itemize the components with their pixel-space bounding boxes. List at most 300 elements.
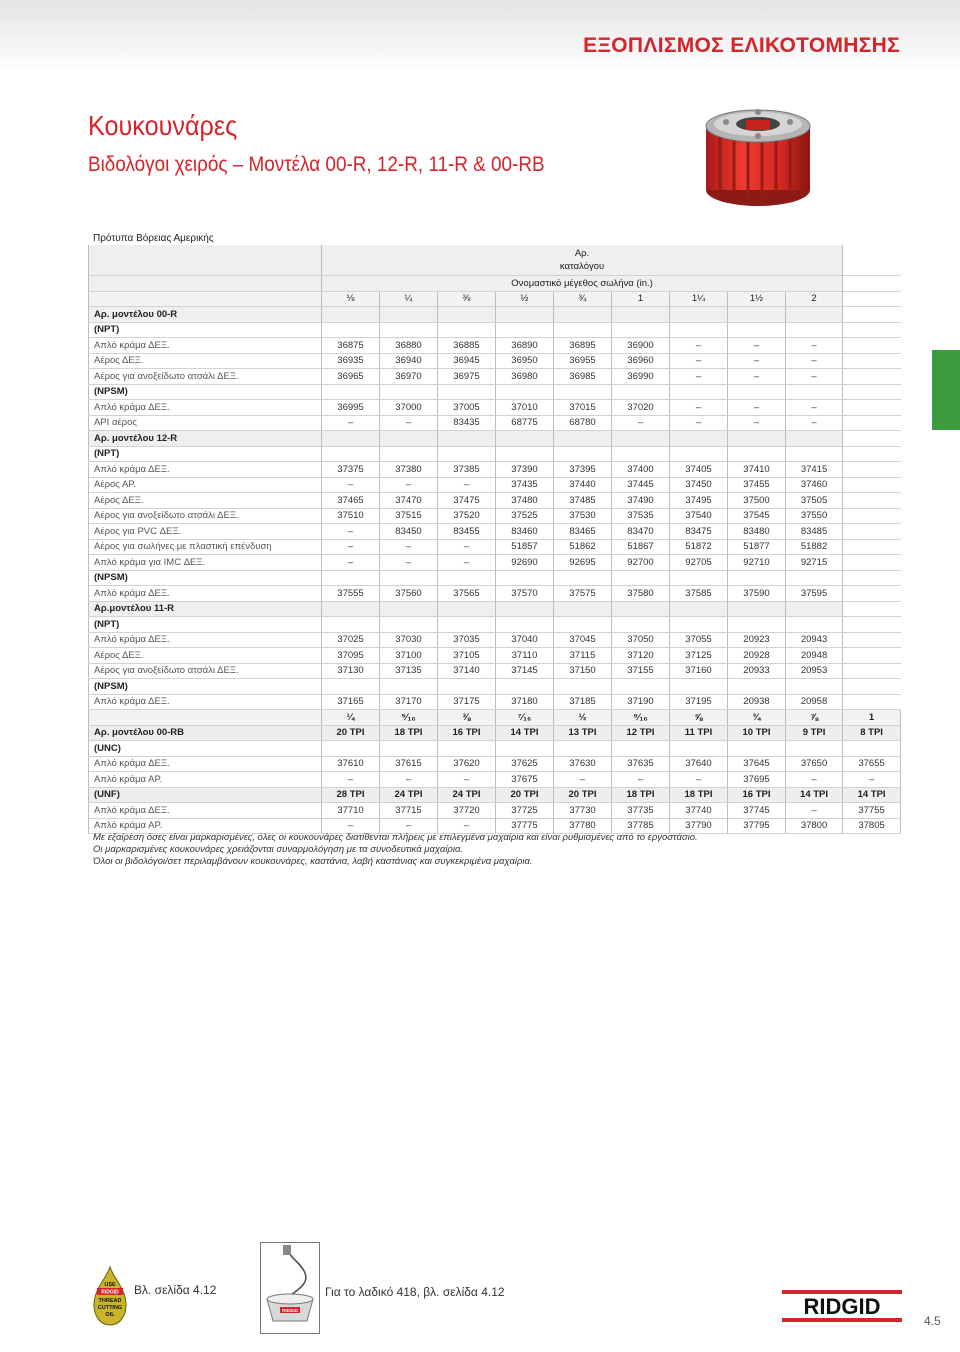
blank-right (843, 338, 901, 354)
row-label: Απλό κράμα ΔΕΞ. (89, 756, 322, 772)
empty-cell (554, 679, 612, 695)
empty-cell (670, 307, 728, 323)
catalog-number: 37410 (728, 462, 786, 478)
catalog-number: 37380 (380, 462, 438, 478)
catalog-number: 36955 (554, 353, 612, 369)
pipe-size: ⅛ (322, 291, 380, 307)
catalog-number: 37470 (380, 493, 438, 509)
catalog-number: 37725 (496, 803, 554, 819)
catalog-number: 37745 (728, 803, 786, 819)
table-row (89, 586, 901, 602)
table-row (89, 508, 901, 524)
header-blank-right (843, 245, 901, 276)
catalog-number: – (322, 818, 380, 834)
catalog-number: 36940 (380, 353, 438, 369)
table-row (89, 772, 901, 788)
catalog-number: 37570 (496, 586, 554, 602)
empty-cell (612, 446, 670, 462)
catalog-number: 37590 (728, 586, 786, 602)
row-label: (NPT) (89, 322, 322, 338)
catalog-number: 92700 (612, 555, 670, 571)
catalog-number: 83480 (728, 524, 786, 540)
table-row (89, 493, 901, 509)
catalog-number: 37195 (670, 694, 728, 710)
catalog-number: 37610 (322, 756, 380, 772)
empty-cell (380, 446, 438, 462)
page-subtitle: Βιδολόγοι χειρός – Μοντέλα 00-R, 12-R, 11-R & 00-RB (88, 153, 545, 176)
catalog-number: – (438, 477, 496, 493)
logo-text: RIDGID (803, 1294, 881, 1319)
catalog-number: 92705 (670, 555, 728, 571)
bolt-size-row (89, 710, 901, 726)
row-label: (NPSM) (89, 679, 322, 695)
oil-can-text-4: CUTTING (97, 1305, 123, 1311)
empty-cell (380, 322, 438, 338)
catalog-number: 20933 (728, 663, 786, 679)
catalog-number: 37455 (728, 477, 786, 493)
blank-right (843, 679, 901, 695)
oil-can-text-1: USE (104, 1282, 116, 1288)
catalog-number: – (612, 772, 670, 788)
thread-type-row (89, 741, 901, 757)
catalog-number: 37655 (843, 756, 901, 772)
catalog-number: 37555 (322, 586, 380, 602)
catalog-number: – (728, 369, 786, 385)
empty-cell (786, 617, 843, 633)
catalog-number: 37160 (670, 663, 728, 679)
catalog-number: 36895 (554, 338, 612, 354)
blank-right (843, 524, 901, 540)
catalog-number: 37645 (728, 756, 786, 772)
bolt-size: ⁹⁄₁₆ (612, 710, 670, 726)
tpi-row (89, 725, 901, 741)
bolt-size: ⅝ (670, 710, 728, 726)
table-row (89, 632, 901, 648)
catalog-number: 37625 (496, 756, 554, 772)
catalog-number: 37495 (670, 493, 728, 509)
empty-cell (554, 570, 612, 586)
catalog-number: 92710 (728, 555, 786, 571)
empty-cell (322, 446, 380, 462)
empty-cell (496, 307, 554, 323)
oil-can-icon (88, 1265, 132, 1327)
catalog-number: 37415 (786, 462, 843, 478)
table-row (89, 524, 901, 540)
catalog-number: – (322, 415, 380, 431)
thread-type-row (89, 570, 901, 586)
catalog-number: 37010 (496, 400, 554, 416)
catalog-number: 83460 (496, 524, 554, 540)
model-group-row (89, 431, 901, 447)
catalog-number: 37800 (786, 818, 843, 834)
bolt-size: ⁵⁄₁₆ (380, 710, 438, 726)
catalog-number: 36990 (612, 369, 670, 385)
blank-right (843, 307, 901, 323)
empty-cell (728, 679, 786, 695)
empty-cell (612, 617, 670, 633)
standards-label: Πρότυπα Βόρειας Αμερικής (93, 233, 214, 244)
empty-cell (438, 431, 496, 447)
empty-cell (438, 570, 496, 586)
empty-cell (322, 384, 380, 400)
catalog-number: 37400 (612, 462, 670, 478)
catalog-number: 37035 (438, 632, 496, 648)
catalog-number: 68775 (496, 415, 554, 431)
catalog-number: 37755 (843, 803, 901, 819)
catalog-number: 37120 (612, 648, 670, 664)
tpi-value: 24 TPI (438, 787, 496, 803)
row-label: Αέρος για σωλήνες με πλαστική επένδυση (89, 539, 322, 555)
row-label: Απλό κράμα για IMC ΔΕΞ. (89, 555, 322, 571)
row-label: Απλό κράμα ΑΡ. (89, 818, 322, 834)
table-row (89, 462, 901, 478)
catalog-number: – (380, 818, 438, 834)
bolt-size: ½ (554, 710, 612, 726)
catalog-number: 37005 (438, 400, 496, 416)
catalog-number: 37490 (612, 493, 670, 509)
catalog-number: 37485 (554, 493, 612, 509)
empty-cell (670, 570, 728, 586)
catalog-number: 37790 (670, 818, 728, 834)
catalog-number: 37015 (554, 400, 612, 416)
table-row (89, 555, 901, 571)
oil-can-text-2: RIDGID (101, 1289, 119, 1296)
row-label: (NPT) (89, 446, 322, 462)
catalog-number: 36945 (438, 353, 496, 369)
catalog-number: 37515 (380, 508, 438, 524)
empty-cell (728, 741, 786, 757)
catalog-number: 20948 (786, 648, 843, 664)
bolt-size: ⅜ (438, 710, 496, 726)
blank-right (843, 663, 901, 679)
empty-cell (670, 617, 728, 633)
catalog-number: 37150 (554, 663, 612, 679)
page-title: Κουκουνάρες (88, 110, 238, 141)
empty-cell (554, 307, 612, 323)
catalog-number: – (786, 338, 843, 354)
catalog-number: 37535 (612, 508, 670, 524)
row-label: Απλό κράμα ΔΕΞ. (89, 694, 322, 710)
footnote-1: Με εξαίρεση όσες είναι μαρκαρισμένες, όλες οι κουκουνάρες διατίθενται πλήρεις με επιλεγμένα μαχαίρια και είναι ρυθμισμένες από το εργοστάσιο. (93, 832, 698, 843)
catalog-number: 20953 (786, 663, 843, 679)
catalog-number: 37040 (496, 632, 554, 648)
row-label: Απλό κράμα ΔΕΞ. (89, 586, 322, 602)
catalog-number: – (728, 415, 786, 431)
tpi-value: 11 TPI (670, 725, 728, 741)
empty-cell (554, 322, 612, 338)
catalog-number: 37175 (438, 694, 496, 710)
blank-right (843, 353, 901, 369)
catalog-number: – (438, 818, 496, 834)
table-row (89, 803, 901, 819)
catalog-number: – (670, 369, 728, 385)
catalog-number: 37475 (438, 493, 496, 509)
catalog-number: 37480 (496, 493, 554, 509)
empty-cell (438, 446, 496, 462)
model-group-row (89, 307, 901, 323)
tpi-row (89, 787, 901, 803)
header-blank-right (843, 276, 901, 292)
table-row (89, 663, 901, 679)
catalog-number: 92690 (496, 555, 554, 571)
catalog-number: 37155 (612, 663, 670, 679)
empty-cell (728, 307, 786, 323)
catalog-number: 37780 (554, 818, 612, 834)
catalog-number: 37180 (496, 694, 554, 710)
empty-cell (670, 322, 728, 338)
catalog-number: 36935 (322, 353, 380, 369)
catalog-number: 37805 (843, 818, 901, 834)
catalog-number: 37565 (438, 586, 496, 602)
catalog-number: 37440 (554, 477, 612, 493)
catalog-number: 37540 (670, 508, 728, 524)
table-row (89, 400, 901, 416)
blank-right (843, 322, 901, 338)
catalog-number: 37715 (380, 803, 438, 819)
catalog-number: 37620 (438, 756, 496, 772)
catalog-number: 37405 (670, 462, 728, 478)
table-row (89, 539, 901, 555)
catalog-number: – (786, 353, 843, 369)
bolt-size: ¾ (728, 710, 786, 726)
header-blank (89, 276, 322, 292)
catalog-number: 37635 (612, 756, 670, 772)
blank-right (843, 384, 901, 400)
empty-cell (322, 322, 380, 338)
empty-cell (496, 431, 554, 447)
catalog-number: 37375 (322, 462, 380, 478)
blank-right (843, 462, 901, 478)
catalog-number: – (786, 772, 843, 788)
catalog-number: 37115 (554, 648, 612, 664)
empty-cell (322, 601, 380, 617)
catalog-number: 37145 (496, 663, 554, 679)
catalog-number: – (786, 415, 843, 431)
catalog-number: – (380, 539, 438, 555)
catalog-number: 37710 (322, 803, 380, 819)
catalog-number: 36950 (496, 353, 554, 369)
bolt-size: ¼ (322, 710, 380, 726)
row-label: Αέρος ΔΕΞ. (89, 648, 322, 664)
oil-can-text-5: OIL (105, 1312, 115, 1318)
catalog-number: 37465 (322, 493, 380, 509)
empty-cell (380, 741, 438, 757)
catalog-number: – (380, 772, 438, 788)
oiler-image-box (260, 1242, 320, 1334)
empty-cell (612, 431, 670, 447)
empty-cell (380, 431, 438, 447)
empty-cell (322, 679, 380, 695)
catalog-number: – (786, 369, 843, 385)
empty-cell (322, 617, 380, 633)
empty-cell (670, 446, 728, 462)
empty-cell (786, 307, 843, 323)
pipe-size: ⅜ (438, 291, 496, 307)
catalog-number: 37545 (728, 508, 786, 524)
tpi-value: 14 TPI (786, 787, 843, 803)
catalog-number: 37615 (380, 756, 438, 772)
empty-cell (438, 384, 496, 400)
table-row (89, 477, 901, 493)
catalog-number: – (438, 555, 496, 571)
catalog-number: 37105 (438, 648, 496, 664)
empty-cell (380, 617, 438, 633)
see-page-ref-2: Για το λαδικό 418, βλ. σελίδα 4.12 (325, 1285, 505, 1299)
empty-cell (380, 307, 438, 323)
table-row (89, 756, 901, 772)
tpi-value: 13 TPI (554, 725, 612, 741)
catalog-number: 37135 (380, 663, 438, 679)
row-label: Αέρος για PVC ΔΕΞ. (89, 524, 322, 540)
catalog-number: 51857 (496, 539, 554, 555)
catalog-number: 37045 (554, 632, 612, 648)
page-number: 4.5 (924, 1314, 941, 1328)
catalog-number: 37050 (612, 632, 670, 648)
empty-cell (670, 384, 728, 400)
blank-right (843, 477, 901, 493)
tpi-value: 18 TPI (380, 725, 438, 741)
catalog-number: – (612, 415, 670, 431)
section-tab[interactable] (932, 350, 960, 430)
header-blank (89, 291, 322, 307)
tpi-value: 16 TPI (728, 787, 786, 803)
footnote-2: Οι μαρκαρισμένες κουκουνάρες χρειάζονται συναρμολόγηση με τα συνοδευτικά μαχαίρια. (93, 844, 464, 855)
catalog-number: 37735 (612, 803, 670, 819)
blank-right (843, 369, 901, 385)
tpi-value: 10 TPI (728, 725, 786, 741)
row-label: API αέρος (89, 415, 322, 431)
catalog-number: 20928 (728, 648, 786, 664)
catalog-number: 37460 (786, 477, 843, 493)
catalog-number: – (322, 524, 380, 540)
catalog-number: – (322, 477, 380, 493)
tpi-value: 18 TPI (612, 787, 670, 803)
row-label: Απλό κράμα ΔΕΞ. (89, 632, 322, 648)
header-blank (89, 245, 322, 276)
catalog-number: 37500 (728, 493, 786, 509)
bolt-size-label-blank (89, 710, 322, 726)
catalog-number: 37785 (612, 818, 670, 834)
section-title: ΕΞΟΠΛΙΣΜΟΣ ΕΛΙΚΟΤΟΜΗΣΗΣ (583, 34, 900, 57)
catalog-number: 36985 (554, 369, 612, 385)
empty-cell (438, 617, 496, 633)
catalog-number: 36980 (496, 369, 554, 385)
tpi-value: 8 TPI (843, 725, 901, 741)
catalog-number: 83475 (670, 524, 728, 540)
empty-cell (438, 307, 496, 323)
row-label: Αέρος ΔΕΞ. (89, 353, 322, 369)
pipe-size: ½ (496, 291, 554, 307)
empty-cell (612, 570, 670, 586)
catalog-number: 37560 (380, 586, 438, 602)
catalog-number: 37025 (322, 632, 380, 648)
catalog-number: 37775 (496, 818, 554, 834)
catalog-number: 20958 (786, 694, 843, 710)
catalog-number: – (380, 415, 438, 431)
catalog-number: 37000 (380, 400, 438, 416)
empty-cell (728, 601, 786, 617)
catalog-number: 37100 (380, 648, 438, 664)
empty-cell (496, 601, 554, 617)
blank-right (843, 508, 901, 524)
catalog-number: 36965 (322, 369, 380, 385)
empty-cell (670, 431, 728, 447)
empty-cell (670, 601, 728, 617)
catalog-number: 20943 (786, 632, 843, 648)
empty-cell (380, 570, 438, 586)
catalog-number: 20923 (728, 632, 786, 648)
blank-right (843, 431, 901, 447)
empty-cell (496, 446, 554, 462)
catalog-number: 51882 (786, 539, 843, 555)
empty-cell (786, 431, 843, 447)
catalog-table (88, 245, 901, 834)
table-row (89, 694, 901, 710)
empty-cell (322, 741, 380, 757)
catalog-number: 36960 (612, 353, 670, 369)
catalog-number: 37030 (380, 632, 438, 648)
row-label: Αρ. μοντέλου 00-RB (89, 725, 322, 741)
empty-cell (554, 384, 612, 400)
row-label: Αέρος για ανοξείδωτο ατσάλι ΔΕΞ. (89, 369, 322, 385)
catalog-number: – (786, 803, 843, 819)
catalog-number: 37130 (322, 663, 380, 679)
catalog-number: – (322, 555, 380, 571)
empty-cell (728, 570, 786, 586)
empty-cell (786, 679, 843, 695)
catalog-number: – (670, 353, 728, 369)
catalog-number: 37675 (496, 772, 554, 788)
empty-cell (380, 679, 438, 695)
catalog-number: 37575 (554, 586, 612, 602)
catalog-number: 37185 (554, 694, 612, 710)
empty-cell (612, 741, 670, 757)
empty-cell (728, 431, 786, 447)
catalog-number: 37125 (670, 648, 728, 664)
empty-cell (612, 384, 670, 400)
catalog-number: 51872 (670, 539, 728, 555)
bolt-size: 1 (843, 710, 901, 726)
table-row (89, 415, 901, 431)
oil-can-text-3: THREAD (98, 1298, 122, 1304)
tpi-value: 18 TPI (670, 787, 728, 803)
empty-cell (612, 679, 670, 695)
catalog-number: 83435 (438, 415, 496, 431)
header-catalog-row (89, 245, 901, 276)
catalog-number: 37505 (786, 493, 843, 509)
header-size-label-row (89, 276, 901, 292)
tpi-value: 24 TPI (380, 787, 438, 803)
catalog-number: 37730 (554, 803, 612, 819)
catalog-number: 36875 (322, 338, 380, 354)
ridgid-logo (782, 1290, 902, 1322)
catalog-number: – (438, 772, 496, 788)
catalog-number: – (728, 338, 786, 354)
catalog-number: 37520 (438, 508, 496, 524)
empty-cell (728, 617, 786, 633)
catalog-number: 92695 (554, 555, 612, 571)
catalog-number: 37395 (554, 462, 612, 478)
empty-cell (496, 679, 554, 695)
pipe-size: 1 (612, 291, 670, 307)
row-label: Αέρος για ανοξείδωτο ατσάλι ΔΕΞ. (89, 508, 322, 524)
pipe-size: ¼ (380, 291, 438, 307)
empty-cell (786, 741, 843, 757)
thread-type-row (89, 446, 901, 462)
row-label: Απλό κράμα ΔΕΞ. (89, 803, 322, 819)
empty-cell (496, 384, 554, 400)
empty-cell (670, 741, 728, 757)
